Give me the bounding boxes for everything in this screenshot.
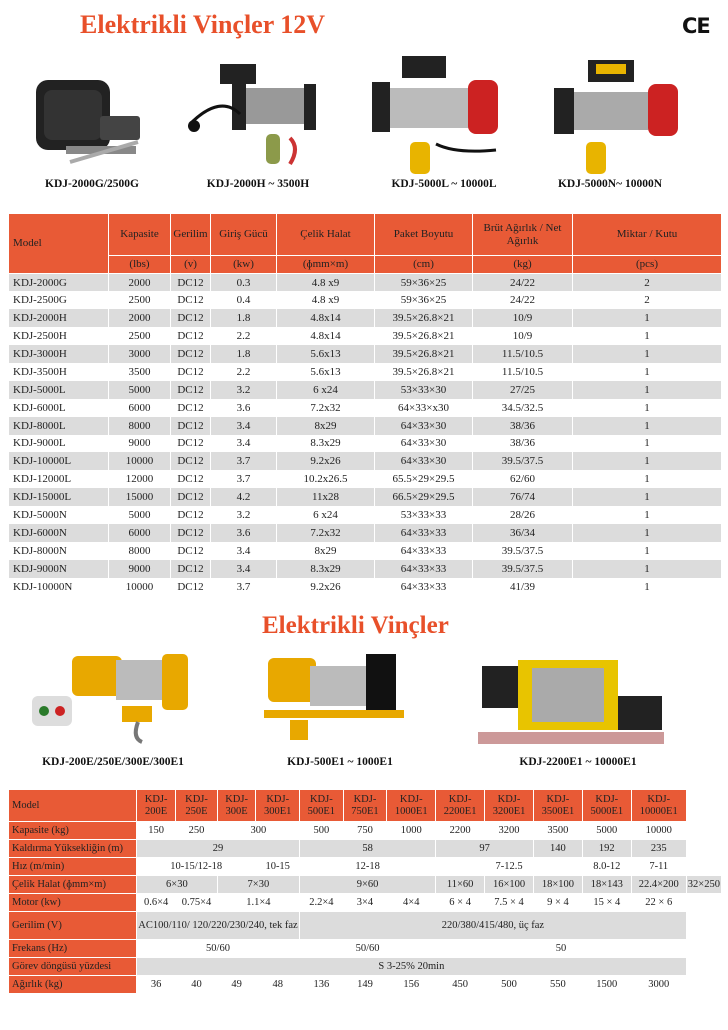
table-cell: 66.5×29×29.5 — [375, 488, 473, 506]
table-cell: 64×33×x30 — [375, 399, 473, 417]
spec-value: 3200 — [485, 822, 534, 840]
table-row — [9, 488, 722, 506]
column-header: Kapasite — [109, 214, 171, 256]
table-cell: 8.3x29 — [277, 435, 375, 453]
table-cell: KDJ-3500H — [9, 363, 109, 381]
spec-value: 10-15 — [256, 858, 300, 876]
table-row — [9, 399, 722, 417]
winch-2200e1-image — [478, 656, 668, 756]
spec-value: 22 × 6 — [631, 894, 686, 912]
table-cell: KDJ-3000H — [9, 345, 109, 363]
table-cell: 6000 — [109, 524, 171, 542]
table-cell: 1 — [573, 309, 722, 327]
spec-value: S 3-25% 20min — [137, 958, 687, 976]
table-cell: 1 — [573, 363, 722, 381]
spec-value: 300 — [217, 822, 299, 840]
table-cell: 62/60 — [473, 470, 573, 488]
unit-header: (kg) — [473, 256, 573, 274]
table-cell: 39.5×26.8×21 — [375, 327, 473, 345]
table-cell: DC12 — [171, 452, 211, 470]
table-row — [9, 524, 722, 542]
table-cell: 2500 — [109, 291, 171, 309]
table-cell: DC12 — [171, 524, 211, 542]
table-cell: 39.5/37.5 — [473, 452, 573, 470]
table-cell: 3.2 — [211, 381, 277, 399]
spec-value: 4×4 — [387, 894, 436, 912]
table-cell: 11.5/10.5 — [473, 363, 573, 381]
table-cell: 39.5/37.5 — [473, 542, 573, 560]
table-cell: 3.4 — [211, 542, 277, 560]
table-cell: 3.7 — [211, 452, 277, 470]
unit-header: (ɸmm×m) — [277, 256, 375, 274]
winch-2000h-image — [180, 54, 320, 172]
table-cell: 3.6 — [211, 399, 277, 417]
table-cell: 59×36×25 — [375, 274, 473, 292]
table-cell: 2.2 — [211, 327, 277, 345]
column-header: Paket Boyutu — [375, 214, 473, 256]
table-cell: DC12 — [171, 381, 211, 399]
table-cell: 2 — [573, 274, 722, 292]
table-cell: KDJ-9000N — [9, 560, 109, 578]
winch-5000l-image — [366, 52, 512, 176]
spec-label: Hız (m/min) — [9, 858, 137, 876]
spec-label: Kaldırma Yüksekliğin (m) — [9, 840, 137, 858]
model-header: KDJ-3200E1 — [485, 790, 534, 822]
spec-value: 250 — [176, 822, 217, 840]
winch-5000n-image — [536, 52, 690, 176]
table-cell: 1 — [573, 542, 722, 560]
table-cell: KDJ-2500G — [9, 291, 109, 309]
table-row — [9, 435, 722, 453]
spec-value: 2.2×4 — [300, 894, 344, 912]
table-cell: 38/36 — [473, 417, 573, 435]
spec-row — [9, 790, 722, 822]
winch-200e-image — [12, 646, 192, 746]
table-row — [9, 578, 722, 596]
table-cell: KDJ-12000L — [9, 470, 109, 488]
model-header: KDJ-750E1 — [343, 790, 387, 822]
spec-value: 6 × 4 — [436, 894, 485, 912]
spec-row — [9, 940, 722, 958]
table-cell: 39.5×26.8×21 — [375, 309, 473, 327]
spec-value: 11×60 — [436, 876, 485, 894]
spec-value: 15 × 4 — [582, 894, 631, 912]
spec-value: 7×30 — [217, 876, 299, 894]
table-cell: 3.4 — [211, 560, 277, 578]
table-cell: KDJ-2000G — [9, 274, 109, 292]
table-cell: 12000 — [109, 470, 171, 488]
table-cell: 76/74 — [473, 488, 573, 506]
column-header: Brüt Ağırlık / Net Ağırlık — [473, 214, 573, 256]
table-cell: 6 x24 — [277, 506, 375, 524]
spec-label: Gerilim (V) — [9, 912, 137, 940]
table-row — [9, 470, 722, 488]
table-cell: 15000 — [109, 488, 171, 506]
table-cell: 5.6x13 — [277, 345, 375, 363]
table-cell: 64×33×30 — [375, 452, 473, 470]
table-cell: 1 — [573, 560, 722, 578]
spec-value: 1500 — [582, 976, 631, 994]
table-cell: 11x28 — [277, 488, 375, 506]
spec-row — [9, 912, 722, 940]
spec-value: 18×143 — [582, 876, 631, 894]
product-caption: KDJ-200E/250E/300E/300E1 — [42, 756, 184, 768]
table-cell: 0.3 — [211, 274, 277, 292]
spec-label: Model — [9, 790, 137, 822]
spec-value: 8.0-12 — [582, 858, 631, 876]
spec-value: 12-18 — [300, 858, 436, 876]
table-row — [9, 327, 722, 345]
table-cell: 64×33×33 — [375, 524, 473, 542]
table-cell: 1 — [573, 506, 722, 524]
spec-value: 500 — [300, 822, 344, 840]
spec-value: 5000 — [582, 822, 631, 840]
table-cell: KDJ-6000L — [9, 399, 109, 417]
table-cell: 64×33×33 — [375, 578, 473, 596]
table-cell: 39.5×26.8×21 — [375, 345, 473, 363]
spec-value: 50/60 — [137, 940, 300, 958]
table-cell: 5000 — [109, 381, 171, 399]
model-header: KDJ-500E1 — [300, 790, 344, 822]
table-cell: 0.4 — [211, 291, 277, 309]
spec-label: Kapasite (kg) — [9, 822, 137, 840]
table-cell: 10.2x26.5 — [277, 470, 375, 488]
table-cell: 1 — [573, 417, 722, 435]
spec-value: 10-15/12-18 — [137, 858, 256, 876]
table-cell: 59×36×25 — [375, 291, 473, 309]
spec-value: AC100/110/ 120/220/230/240, tek faz — [137, 912, 300, 940]
table-cell: 24/22 — [473, 274, 573, 292]
product-caption: KDJ-2200E1 ~ 10000E1 — [519, 756, 637, 768]
spec-value: 1.1×4 — [217, 894, 299, 912]
table-cell: DC12 — [171, 488, 211, 506]
table-cell: DC12 — [171, 274, 211, 292]
spec-value: 49 — [217, 976, 256, 994]
table-cell: 1 — [573, 381, 722, 399]
table-cell: 10000 — [109, 452, 171, 470]
spec-value: 22.4×200 — [631, 876, 686, 894]
table-cell: KDJ-5000L — [9, 381, 109, 399]
table-row — [9, 542, 722, 560]
unit-header: (cm) — [375, 256, 473, 274]
column-header: Gerilim — [171, 214, 211, 256]
table-cell: DC12 — [171, 363, 211, 381]
table-cell: 3.4 — [211, 435, 277, 453]
spec-row — [9, 958, 722, 976]
section-title-electric: Elektrikli Vinçler — [262, 612, 449, 639]
table-cell: 7.2x32 — [277, 399, 375, 417]
model-header: KDJ-5000E1 — [582, 790, 631, 822]
table-cell: 39.5/37.5 — [473, 560, 573, 578]
table-cell: 9.2x26 — [277, 452, 375, 470]
unit-header: (lbs) — [109, 256, 171, 274]
table-cell: 41/39 — [473, 578, 573, 596]
spec-row — [9, 876, 722, 894]
table-cell: DC12 — [171, 542, 211, 560]
table-cell: 2000 — [109, 309, 171, 327]
unit-header: (v) — [171, 256, 211, 274]
table-cell: KDJ-2500H — [9, 327, 109, 345]
table-cell: 1 — [573, 488, 722, 506]
spec-row — [9, 840, 722, 858]
spec-value: 3500 — [533, 822, 582, 840]
table-cell: 53×33×30 — [375, 381, 473, 399]
table-cell: 64×33×30 — [375, 435, 473, 453]
model-header: KDJ-250E — [176, 790, 217, 822]
table-cell: KDJ-5000N — [9, 506, 109, 524]
spec-value: 40 — [176, 976, 217, 994]
table-cell: DC12 — [171, 291, 211, 309]
table-cell: 1 — [573, 327, 722, 345]
table-cell: 1.8 — [211, 345, 277, 363]
table-cell: KDJ-15000L — [9, 488, 109, 506]
table-cell: 53×33×33 — [375, 506, 473, 524]
table-cell: 9000 — [109, 435, 171, 453]
column-header: Miktar / Kutu — [573, 214, 722, 256]
table-cell: KDJ-10000N — [9, 578, 109, 596]
table-cell: KDJ-6000N — [9, 524, 109, 542]
spec-value: 550 — [533, 976, 582, 994]
spec-value: 36 — [137, 976, 176, 994]
spec-label: Motor (kw) — [9, 894, 137, 912]
table-cell: KDJ-10000L — [9, 452, 109, 470]
table-cell: 39.5×26.8×21 — [375, 363, 473, 381]
column-header: Model — [9, 214, 109, 274]
table-cell: 1 — [573, 470, 722, 488]
spec-value: 9×60 — [300, 876, 436, 894]
table-cell: 24/22 — [473, 291, 573, 309]
table-cell: 3500 — [109, 363, 171, 381]
table-cell: 3.2 — [211, 506, 277, 524]
spec-value: 50/60 — [300, 940, 436, 958]
table-cell: DC12 — [171, 399, 211, 417]
table-cell: 6 x24 — [277, 381, 375, 399]
table-row — [9, 452, 722, 470]
table-cell: 10/9 — [473, 309, 573, 327]
spec-label: Çelik Halat (ɸmm×m) — [9, 876, 137, 894]
table-cell: 10/9 — [473, 327, 573, 345]
table-row — [9, 345, 722, 363]
product-caption: KDJ-2000H ~ 3500H — [206, 178, 310, 190]
table-cell: 2500 — [109, 327, 171, 345]
model-header: KDJ-300E — [217, 790, 256, 822]
table-cell: 8000 — [109, 417, 171, 435]
table-row — [9, 363, 722, 381]
spec-value: 235 — [631, 840, 686, 858]
table-cell: 34.5/32.5 — [473, 399, 573, 417]
table-row — [9, 560, 722, 578]
table-cell: 5.6x13 — [277, 363, 375, 381]
spec-value: 32×250 — [686, 876, 721, 894]
table-cell: 4.8 x9 — [277, 274, 375, 292]
spec-value: 3000 — [631, 976, 686, 994]
spec-value: 140 — [533, 840, 582, 858]
table-cell: 2000 — [109, 274, 171, 292]
table-cell: 3.7 — [211, 578, 277, 596]
table-cell: 8.3x29 — [277, 560, 375, 578]
table-cell: 1 — [573, 524, 722, 542]
spec-value: 149 — [343, 976, 387, 994]
table-cell: KDJ-9000L — [9, 435, 109, 453]
unit-header: (kw) — [211, 256, 277, 274]
table-cell: 8x29 — [277, 417, 375, 435]
column-header: Giriş Gücü — [211, 214, 277, 256]
winch-500e1-image — [260, 648, 410, 744]
spec-row — [9, 858, 722, 876]
table-cell: 8000 — [109, 542, 171, 560]
spec-value: 7-12.5 — [436, 858, 583, 876]
spec-row — [9, 822, 722, 840]
table-cell: 1 — [573, 399, 722, 417]
spec-value: 450 — [436, 976, 485, 994]
table-cell: KDJ-8000N — [9, 542, 109, 560]
table-cell: 1 — [573, 578, 722, 596]
table-cell: KDJ-8000L — [9, 417, 109, 435]
table-cell: 4.8 x9 — [277, 291, 375, 309]
spec-row — [9, 976, 722, 994]
table-cell: 64×33×33 — [375, 560, 473, 578]
table-cell: 3.7 — [211, 470, 277, 488]
model-header: KDJ-10000E1 — [631, 790, 686, 822]
table-cell: DC12 — [171, 506, 211, 524]
model-header: KDJ-3500E1 — [533, 790, 582, 822]
spec-label: Ağırlık (kg) — [9, 976, 137, 994]
table-cell: 36/34 — [473, 524, 573, 542]
table-cell: DC12 — [171, 435, 211, 453]
spec-value: 0.6×4 — [137, 894, 176, 912]
spec-value: 9 × 4 — [533, 894, 582, 912]
spec-table-12v — [8, 213, 722, 596]
spec-value: 3×4 — [343, 894, 387, 912]
table-cell: 1.8 — [211, 309, 277, 327]
model-header: KDJ-300E1 — [256, 790, 300, 822]
table-cell: 38/36 — [473, 435, 573, 453]
column-header: Çelik Halat — [277, 214, 375, 256]
table-cell: DC12 — [171, 327, 211, 345]
table-cell: 2.2 — [211, 363, 277, 381]
model-header: KDJ-1000E1 — [387, 790, 436, 822]
unit-header: (pcs) — [573, 256, 722, 274]
table-cell: DC12 — [171, 417, 211, 435]
spec-value: 50 — [436, 940, 687, 958]
spec-value: 136 — [300, 976, 344, 994]
table-cell: DC12 — [171, 345, 211, 363]
table-cell: 4.8x14 — [277, 327, 375, 345]
product-caption: KDJ-5000N~ 10000N — [557, 178, 663, 190]
table-cell: 6000 — [109, 399, 171, 417]
section-title-12v: Elektrikli Vinçler 12V — [80, 10, 326, 39]
table-cell: 3000 — [109, 345, 171, 363]
product-caption: KDJ-2000G/2500G — [45, 178, 139, 190]
spec-value: 48 — [256, 976, 300, 994]
table-cell: 4.8x14 — [277, 309, 375, 327]
table-cell: 11.5/10.5 — [473, 345, 573, 363]
table-row — [9, 381, 722, 399]
table-cell: 10000 — [109, 578, 171, 596]
spec-value: 150 — [137, 822, 176, 840]
spec-value: 58 — [300, 840, 436, 858]
table-cell: 3.6 — [211, 524, 277, 542]
spec-value: 750 — [343, 822, 387, 840]
product-caption: KDJ-5000L ~ 10000L — [391, 178, 497, 190]
table-cell: 28/26 — [473, 506, 573, 524]
table-cell: 4.2 — [211, 488, 277, 506]
ce-mark: CE — [682, 14, 710, 38]
spec-value: 10000 — [631, 822, 686, 840]
table-cell: 9.2x26 — [277, 578, 375, 596]
spec-value: 220/380/415/480, üç faz — [300, 912, 687, 940]
table-cell: DC12 — [171, 309, 211, 327]
table-cell: 27/25 — [473, 381, 573, 399]
table-cell: 64×33×33 — [375, 542, 473, 560]
spec-value: 1000 — [387, 822, 436, 840]
spec-value: 0.75×4 — [176, 894, 217, 912]
table-row — [9, 291, 722, 309]
spec-value: 500 — [485, 976, 534, 994]
spec-value: 16×100 — [485, 876, 534, 894]
table-cell: 8x29 — [277, 542, 375, 560]
spec-label: Görev döngüsü yüzdesi — [9, 958, 137, 976]
spec-table-ac — [8, 789, 722, 994]
table-row — [9, 506, 722, 524]
table-cell: 3.4 — [211, 417, 277, 435]
spec-value: 7-11 — [631, 858, 686, 876]
model-header: KDJ-200E — [137, 790, 176, 822]
table-cell: DC12 — [171, 470, 211, 488]
table-cell: 64×33×30 — [375, 417, 473, 435]
table-cell: KDJ-2000H — [9, 309, 109, 327]
table-cell: 9000 — [109, 560, 171, 578]
table-cell: 1 — [573, 435, 722, 453]
spec-value: 18×100 — [533, 876, 582, 894]
table-cell: 7.2x32 — [277, 524, 375, 542]
spec-value: 192 — [582, 840, 631, 858]
product-caption: KDJ-500E1 ~ 1000E1 — [287, 756, 393, 768]
table-cell: DC12 — [171, 578, 211, 596]
table-row — [9, 417, 722, 435]
spec-row — [9, 894, 722, 912]
table-cell: 2 — [573, 291, 722, 309]
winch-2000g-image — [30, 66, 148, 170]
table-row — [9, 309, 722, 327]
table-cell: 1 — [573, 345, 722, 363]
spec-value: 97 — [436, 840, 534, 858]
model-header: KDJ-2200E1 — [436, 790, 485, 822]
spec-value: 6×30 — [137, 876, 218, 894]
table-cell: 1 — [573, 452, 722, 470]
spec-label: Frekans (Hz) — [9, 940, 137, 958]
table-cell: 65.5×29×29.5 — [375, 470, 473, 488]
table-cell: DC12 — [171, 560, 211, 578]
spec-value: 2200 — [436, 822, 485, 840]
spec-value: 156 — [387, 976, 436, 994]
spec-value: 7.5 × 4 — [485, 894, 534, 912]
spec-value: 29 — [137, 840, 300, 858]
table-row — [9, 274, 722, 292]
table-cell: 5000 — [109, 506, 171, 524]
